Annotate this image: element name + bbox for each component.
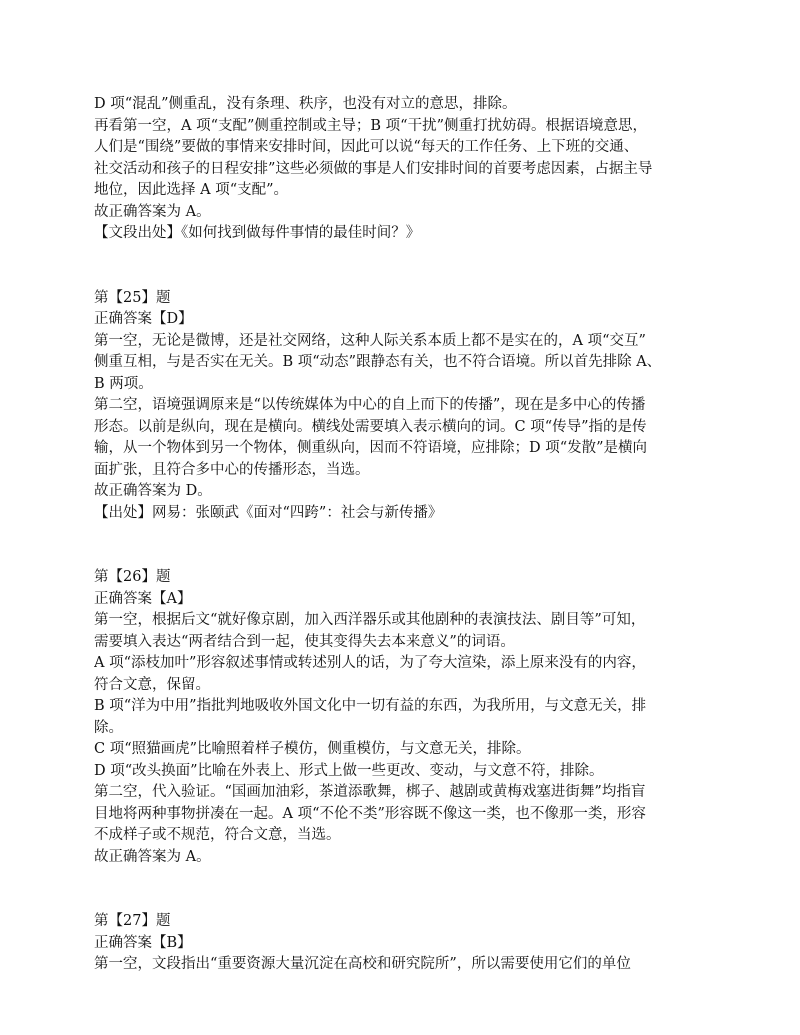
question-title: 第【26】题 bbox=[94, 569, 171, 585]
section-27 bbox=[94, 911, 714, 976]
paragraph-line: 符合文意，保留。 bbox=[94, 676, 210, 693]
section-25 bbox=[94, 288, 714, 525]
paragraph-line: C 项“照猫画虎”比喻照着样子模仿，侧重模仿，与文意无关，排除。 bbox=[94, 741, 531, 757]
paragraph-line: 再看第一空，A 项“支配”侧重控制或主导；B 项“干扰”侧重打扰妨碍。根据语境意思， bbox=[94, 117, 647, 134]
paragraph-line: 不成样子或不规范，符合文意，当选。 bbox=[94, 827, 341, 843]
paragraph-line: 侧重互相，与是否实在无关。B 项“动态”跟静态有关，也不符合语境。所以首先排除 A、 bbox=[94, 354, 662, 370]
paragraph-line: D 项“混乱”侧重乱，没有条理、秩序，也没有对立的意思，排除。 bbox=[94, 96, 517, 112]
source-citation: 【出处】网易：张颐武《面对“四跨”：社会与新传播》 bbox=[94, 504, 443, 521]
paragraph-line: 社交活动和孩子的日程安排”这些必须做的事是人们安排时间的首要考虑因素，占据主导 bbox=[94, 160, 653, 177]
section-26 bbox=[94, 567, 714, 868]
paragraph-line: 目地将两种事物拼凑在一起。A 项“不伦不类”形容既不像这一类，也不像那一类，形容 bbox=[94, 805, 646, 822]
section-24-tail bbox=[94, 94, 714, 245]
paragraph-line: 第一空，文段指出“重要资源大量沉淀在高校和研究院所”，所以需要使用它们的单位 bbox=[94, 956, 631, 972]
paragraph-line: 需要填入表达“两者结合到一起，使其变得失去本来意义”的词语。 bbox=[94, 633, 515, 650]
paragraph-line: A 项“添枝加叶”形容叙述事情或转述别人的话，为了夸大渲染，添上原来没有的内容， bbox=[94, 655, 646, 671]
question-title: 第【27】题 bbox=[94, 913, 171, 929]
paragraph-line: 除。 bbox=[94, 719, 123, 736]
paragraph-line: 面扩张，且符合多中心的传播形态，当选。 bbox=[94, 461, 370, 478]
paragraph-line: 输，从一个物体到另一个物体，侧重纵向，因而不符语境，应排除；D 项“发散”是横向 bbox=[94, 440, 648, 456]
answer-conclusion: 故正确答案为 A。 bbox=[94, 848, 211, 865]
paragraph-line: 第一空，根据后文“就好像京剧，加入西洋器乐或其他剧种的表演技法、剧目等”可知， bbox=[94, 612, 646, 628]
paragraph-line: D 项“改头换面”比喻在外表上、形式上做一些更改、变动，与文意不符，排除。 bbox=[94, 762, 604, 779]
paragraph-line: B 项“洋为中用”指批判地吸收外国文化中一切有益的东西，为我所用，与文意无关，排 bbox=[94, 698, 647, 714]
paragraph-line: 第二空，语境强调原来是“以传统媒体为中心的自上而下的传播”，现在是多中心的传播 bbox=[94, 397, 646, 413]
paragraph-line: B 两项。 bbox=[94, 375, 153, 392]
correct-answer: 正确答案【A】 bbox=[94, 590, 192, 607]
source-citation: 【文段出处】《如何找到做每件事情的最佳时间？》 bbox=[94, 225, 421, 241]
document-page bbox=[94, 94, 714, 976]
paragraph-line: 第二空，代入验证。“国画加油彩，茶道添歌舞，梆子、越剧或黄梅戏塞进街舞”均指盲 bbox=[94, 784, 646, 800]
paragraph-line: 形态。以前是纵向，现在是横向。横线处需要填入表示横向的词。C 项“传导”指的是传 bbox=[94, 418, 647, 435]
answer-conclusion: 故正确答案为 D。 bbox=[94, 483, 212, 499]
paragraph-line: 地位，因此选择 A 项“支配”。 bbox=[94, 182, 289, 198]
correct-answer: 正确答案【B】 bbox=[94, 934, 192, 951]
paragraph-line: 第一空，无论是微博，还是社交网络，这种人际关系本质上都不是实在的，A 项“交互” bbox=[94, 332, 646, 349]
correct-answer: 正确答案【D】 bbox=[94, 311, 193, 327]
answer-conclusion: 故正确答案为 A。 bbox=[94, 203, 211, 220]
question-title: 第【25】题 bbox=[94, 289, 171, 306]
paragraph-line: 人们是“围绕”要做的事情来安排时间，因此可以说“每天的工作任务、上下班的交通、 bbox=[94, 139, 639, 155]
